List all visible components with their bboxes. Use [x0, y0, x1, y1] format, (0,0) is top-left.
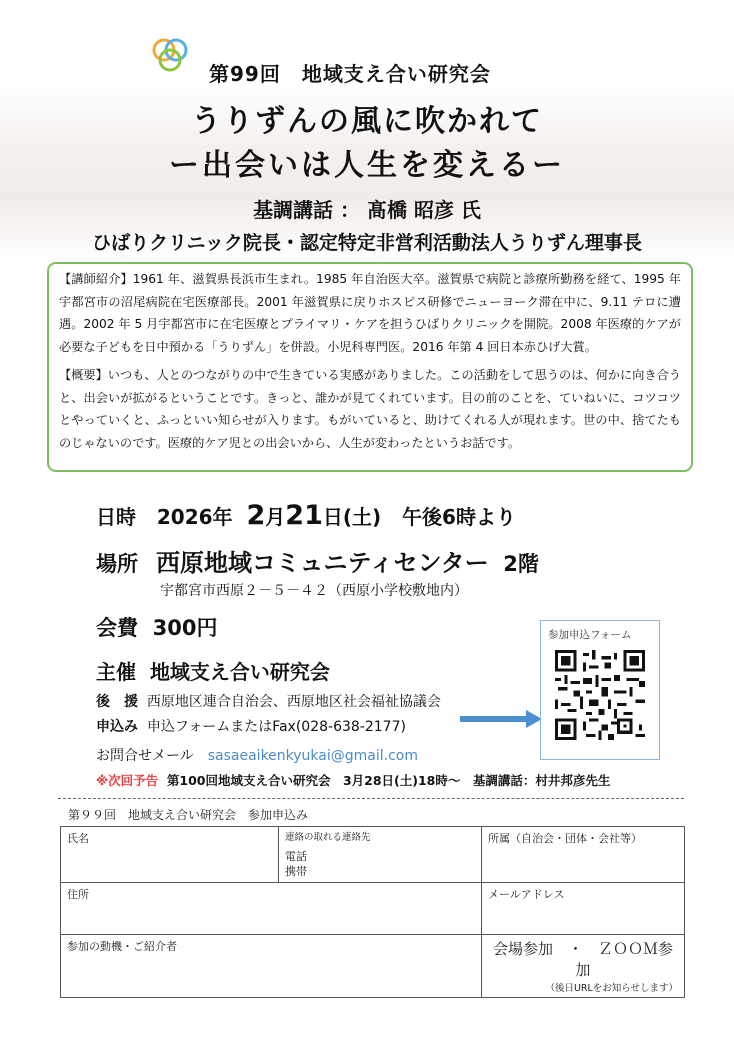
- qr-label: 参加申込フォーム: [548, 629, 632, 641]
- series-title: 第99回 地域支え合い研究会: [209, 62, 491, 86]
- date-day: 21: [285, 500, 323, 531]
- fee-value: 300円: [152, 616, 218, 640]
- fee-label: 会費: [96, 616, 138, 640]
- place-label: 場所: [96, 552, 138, 576]
- sponsor-row: [96, 691, 441, 711]
- name-field[interactable]: [61, 827, 279, 883]
- intro-box: [47, 262, 693, 472]
- date-month-unit: 月: [265, 505, 286, 529]
- main-title: うりずんの風に吹かれて: [191, 104, 543, 139]
- apply-row: [96, 716, 406, 736]
- host-value: 地域支え合い研究会: [149, 660, 330, 684]
- speaker-affiliation: ひばりクリニック院長・認定特定非営利活動法人うりずん理事長: [92, 232, 642, 254]
- keynote-speaker: [0, 194, 734, 223]
- venue-address: 宇都宮市西原２－５－４２（西原小学校敷地内）: [160, 583, 468, 599]
- talk-overview: 【概要】いつも、人とのつながりの中で生きている実感がありました。この活動をして思うのは、何かに向き合うと、出会いが拡がるということです。きっと、誰かが見てくれています。目の前のことを、ていねいに、コツコツとやっていくと、ふっといい知らせが入ります。もがいていると、助けてくれる人が現れます。世の中、捨てたものじゃないのです。医療的ケア児との出会いから、人生が変わったというお話です。: [59, 368, 681, 450]
- rings-logo: [149, 36, 193, 74]
- fee-row: [96, 612, 217, 642]
- contact-email[interactable]: sasaeaikenkyukai@gmail.com: [207, 748, 418, 764]
- attend-options[interactable]: 会場参加 ・ ＺＯＯＭ参加: [492, 940, 673, 979]
- phone-label: 電話: [285, 850, 307, 863]
- date-label: 日時: [96, 505, 136, 529]
- application-form: [60, 826, 685, 998]
- speaker-profile: 【講師紹介】1961 年、滋賀県長浜市生まれ。1985 年自治医大卒。滋賀県で病院と診療所勤務を経て、1995 年宇都宮市の沼尾病院在宅医療部長。2001 年滋賀県に戻りホスピス研修でニューヨーク滞在中に、9.11 テロに遭遇。2002 年 5 月宇都宮市に在宅医療とプライマリ・ケアを担うひばりクリニックを開院。2008 年医療的ケアが必要な子どもを日中預かる「うりずん」を併設。小児科専門医。2016 年第 4 回日本赤ひげ大賞。: [59, 272, 681, 354]
- attend-note: （後日URLをお知らせします）: [545, 983, 678, 994]
- arrow-right-icon: [460, 710, 542, 728]
- date-weekday: (土): [342, 505, 382, 529]
- sponsor-value: 西原地区連合自治会、西原地区社会福祉協議会: [146, 694, 441, 710]
- speaker-separator: ：: [340, 198, 361, 222]
- next-text: 第100回地域支え合い研究会 3月28日(土)18時～ 基調講話：村井邦彦先生: [166, 773, 611, 788]
- speaker-name: 髙橋 昭彦 氏: [367, 198, 481, 222]
- email-label: メールアドレス: [488, 888, 565, 901]
- sponsor-label: 後 援: [96, 694, 138, 710]
- date-day-unit: 日: [322, 505, 343, 529]
- venue-floor: 2階: [503, 552, 539, 576]
- contact-label: お問合せメール: [96, 748, 194, 764]
- date-month: 2: [246, 500, 266, 531]
- host-row: [96, 656, 330, 685]
- motive-field[interactable]: [61, 935, 482, 998]
- attendance-choice[interactable]: [482, 935, 685, 998]
- email-field[interactable]: [482, 883, 685, 935]
- qr-code-icon[interactable]: [555, 650, 645, 740]
- contact-field[interactable]: [279, 827, 482, 883]
- date-year: 2026年: [156, 505, 233, 529]
- name-label: 氏名: [67, 832, 89, 845]
- apply-value: 申込フォームまたはFax(028-638-2177): [146, 719, 406, 735]
- date-time: 午後6時より: [402, 505, 516, 529]
- next-label: ※次回予告: [96, 773, 159, 788]
- speaker-label: 基調講話: [253, 198, 334, 222]
- form-title: 第９９回 地域支え合い研究会 参加申込み: [68, 808, 309, 822]
- affiliation-label: 所属（自治会・団体・会社等）: [488, 832, 642, 845]
- next-announcement: [96, 771, 610, 789]
- subtitle: ー出会いは人生を変えるー: [169, 148, 565, 183]
- motive-label: 参加の動機・ご紹介者: [67, 940, 177, 953]
- date-row: [96, 500, 516, 531]
- apply-label: 申込み: [96, 719, 138, 735]
- contact-row: [96, 745, 418, 765]
- address-field[interactable]: [61, 883, 482, 935]
- mobile-label: 携帯: [285, 865, 307, 878]
- affiliation-field[interactable]: [482, 827, 685, 883]
- cut-line: [58, 798, 684, 799]
- contact-label: 連絡の取れる連絡先: [285, 832, 371, 843]
- address-label: 住所: [67, 888, 89, 901]
- place-row: [96, 543, 539, 578]
- venue-name: 西原地域コミュニティセンター: [156, 549, 489, 577]
- host-label: 主催: [96, 660, 136, 684]
